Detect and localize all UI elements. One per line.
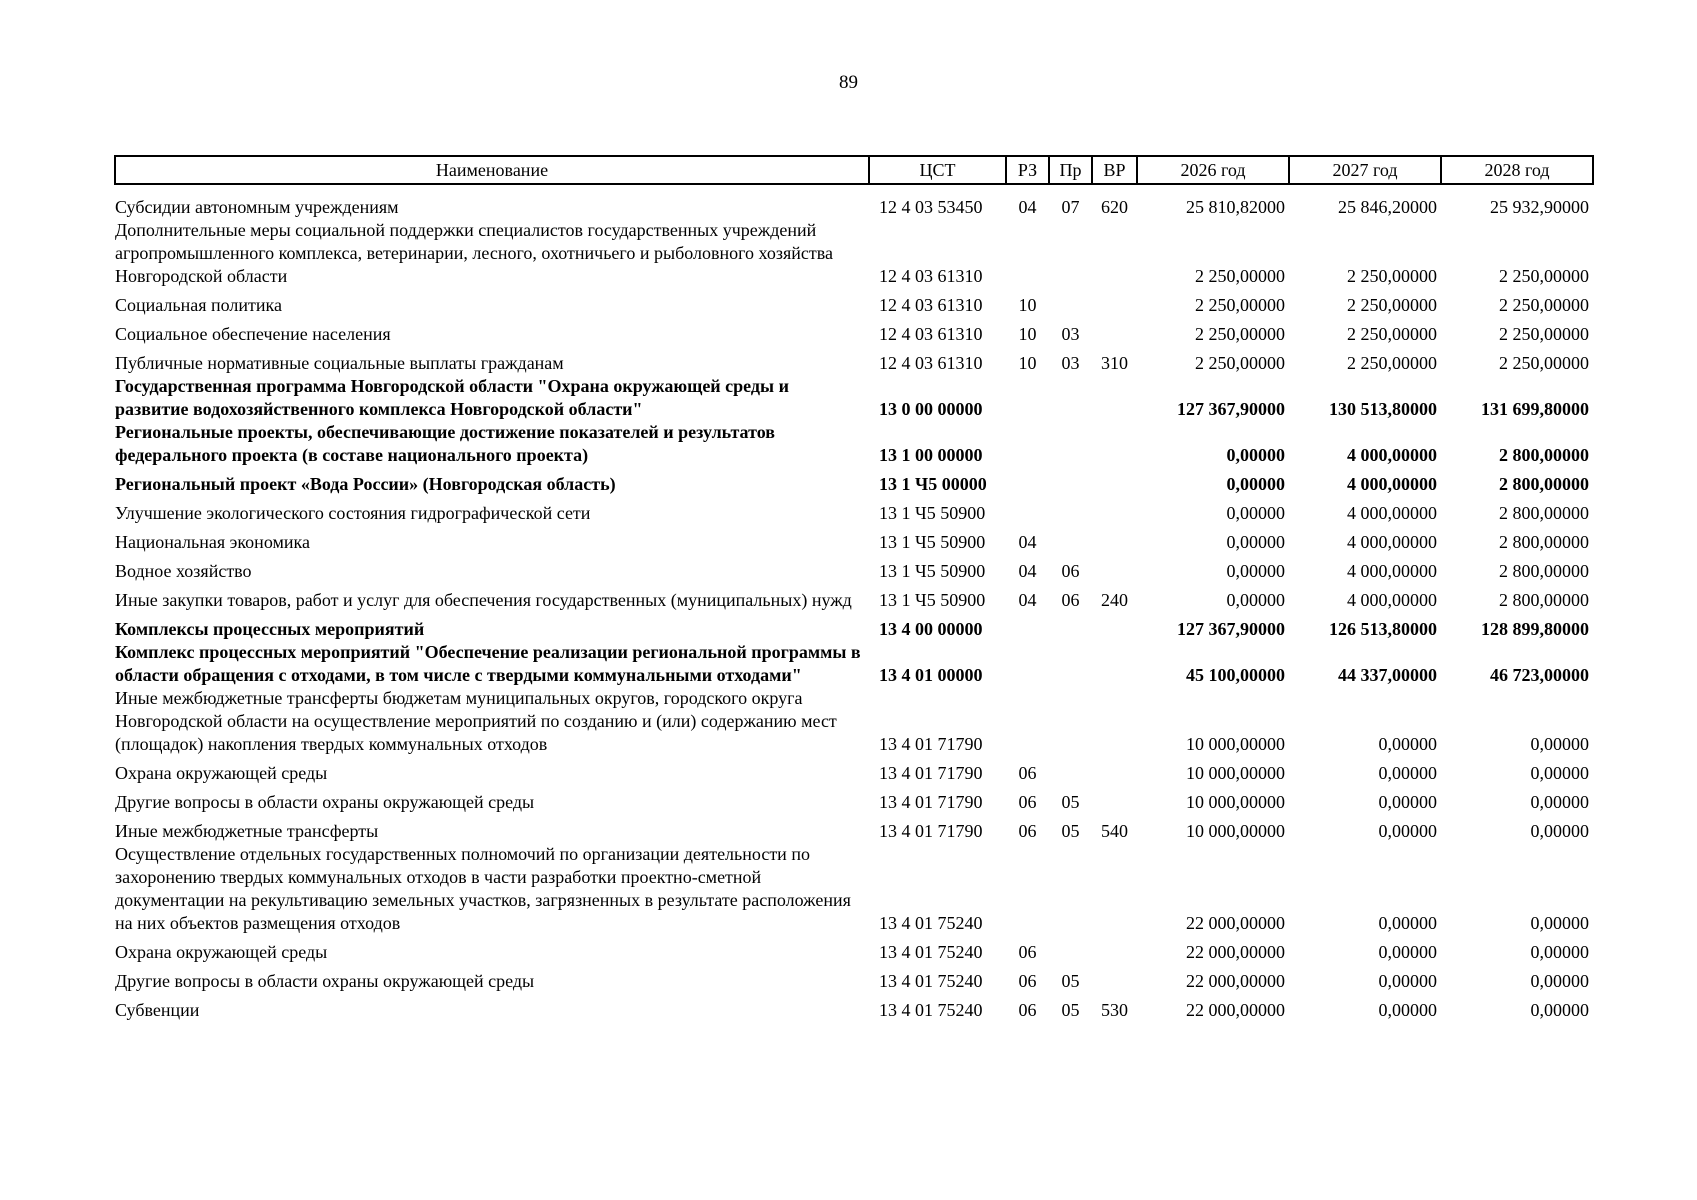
row-pr: 03 [1061,353,1080,373]
row-rz: 06 [1018,1000,1037,1020]
row-rz: 06 [1018,763,1037,783]
row-name: Субвенции [115,1000,200,1020]
row-2027: 2 250,00000 [1347,295,1437,315]
row-cst: 13 4 00 00000 [879,619,983,639]
row-rz: 06 [1018,792,1037,812]
row-vr [1092,641,1137,687]
row-2026: 0,00000 [1226,561,1285,581]
row-pr [1049,219,1092,288]
row-rz [1006,843,1049,935]
row-name: Комплекс процессных мероприятий "Обеспечение реализации региональной программы в области обращения с отходами, в том числе с твердыми коммунальными отходами" [115,642,861,685]
row-vr [1092,467,1137,496]
col-rz-header: РЗ [1006,156,1049,184]
row-vr [1092,785,1137,814]
row-rz: 10 [1018,353,1037,373]
table-row [115,935,1593,964]
row-2027: 4 000,00000 [1347,445,1437,465]
table-row [115,317,1593,346]
table-row [115,496,1593,525]
row-2028: 0,00000 [1530,734,1589,754]
row-vr [1092,525,1137,554]
row-cst: 13 4 01 71790 [879,821,983,841]
row-2028: 2 800,00000 [1499,590,1589,610]
row-pr [1049,375,1092,421]
row-2026: 0,00000 [1226,590,1285,610]
row-name: Иные закупки товаров, работ и услуг для обеспечения государственных (муниципальных) нужд [115,590,852,610]
row-2027: 4 000,00000 [1347,503,1437,523]
row-2027: 130 513,80000 [1329,399,1437,419]
row-2026: 10 000,00000 [1186,792,1285,812]
row-rz: 04 [1018,590,1037,610]
table-row [115,525,1593,554]
row-name: Улучшение экологического состояния гидрографической сети [115,503,591,523]
row-2026: 127 367,90000 [1177,399,1285,419]
row-2026: 22 000,00000 [1186,1000,1285,1020]
table-row [115,687,1593,756]
row-cst: 13 1 Ч5 50900 [879,532,986,552]
table-row [115,583,1593,612]
row-2028: 46 723,00000 [1490,665,1589,685]
row-pr: 06 [1061,590,1080,610]
table-header [115,156,1593,184]
row-2026: 2 250,00000 [1195,295,1285,315]
row-2027: 25 846,20000 [1338,197,1437,217]
row-rz: 10 [1018,295,1037,315]
row-2028: 2 800,00000 [1499,532,1589,552]
row-name: Осуществление отдельных государственных полномочий по организации деятельности по захоронению твердых коммунальных отходов в части разработки проектно-сметной документации на рекультивацию земельных участков, загрязненных в результате расположения на них объектов размещения отходов [115,844,851,933]
table-row [115,785,1593,814]
row-2026: 2 250,00000 [1195,266,1285,286]
row-2028: 0,00000 [1530,821,1589,841]
page-number: 89 [839,72,858,93]
row-cst: 13 1 Ч5 50900 [879,503,986,523]
row-2028: 2 250,00000 [1499,353,1589,373]
row-cst: 12 4 03 61310 [879,295,983,315]
row-2028: 131 699,80000 [1481,399,1589,419]
table-row [115,219,1593,288]
row-rz [1006,467,1049,496]
col-pr-header: Пр [1049,156,1092,184]
row-vr: 620 [1101,197,1128,217]
table-row [115,814,1593,843]
row-2028: 2 800,00000 [1499,445,1589,465]
row-rz [1006,641,1049,687]
row-name: Субсидии автономным учреждениям [115,197,399,217]
row-cst: 13 4 01 75240 [879,971,983,991]
row-2026: 45 100,00000 [1186,665,1285,685]
row-cst: 12 4 03 53450 [879,197,983,217]
row-pr [1049,756,1092,785]
row-pr: 05 [1061,1000,1080,1020]
row-pr: 06 [1061,561,1080,581]
row-cst: 13 4 01 00000 [879,665,983,685]
row-name: Охрана окружающей среды [115,942,328,962]
row-2026: 10 000,00000 [1186,734,1285,754]
row-vr [1092,219,1137,288]
row-2028: 2 800,00000 [1499,503,1589,523]
row-2028: 128 899,80000 [1481,619,1589,639]
row-vr: 240 [1101,590,1128,610]
row-2026: 22 000,00000 [1186,942,1285,962]
row-vr [1092,421,1137,467]
row-vr [1092,554,1137,583]
row-2027: 2 250,00000 [1347,324,1437,344]
row-name: Комплексы процессных мероприятий [115,619,425,639]
row-pr: 03 [1061,324,1080,344]
row-2028: 2 800,00000 [1499,474,1589,494]
row-2027: 4 000,00000 [1347,474,1437,494]
row-2026: 10 000,00000 [1186,763,1285,783]
row-name: Другие вопросы в области охраны окружающей среды [115,792,535,812]
table-row [115,993,1593,1022]
row-rz [1006,612,1049,641]
table-row [115,346,1593,375]
table-row [115,964,1593,993]
row-rz: 04 [1018,197,1037,217]
table-row [115,843,1593,935]
row-2028: 2 250,00000 [1499,295,1589,315]
row-cst: 13 1 Ч5 50900 [879,561,986,581]
row-pr [1049,288,1092,317]
row-2027: 44 337,00000 [1338,665,1437,685]
col-name-header: Наименование [115,156,869,184]
row-2028: 0,00000 [1530,792,1589,812]
row-2028: 25 932,90000 [1490,197,1589,217]
row-name: Национальная экономика [115,532,310,552]
row-cst: 12 4 03 61310 [879,324,983,344]
row-2028: 2 800,00000 [1499,561,1589,581]
row-name: Региональный проект «Вода России» (Новгородская область) [115,474,616,494]
row-2028: 0,00000 [1530,942,1589,962]
row-rz: 04 [1018,561,1037,581]
row-rz [1006,687,1049,756]
budget-table [114,155,1594,1022]
row-vr [1092,375,1137,421]
col-2028-header: 2028 год [1441,156,1593,184]
row-cst: 13 4 01 71790 [879,763,983,783]
row-pr [1049,525,1092,554]
row-2027: 4 000,00000 [1347,590,1437,610]
table-body [115,184,1593,1022]
row-2027: 0,00000 [1378,734,1437,754]
row-pr: 07 [1061,197,1080,217]
row-rz: 10 [1018,324,1037,344]
row-2026: 0,00000 [1226,532,1285,552]
row-rz [1006,421,1049,467]
row-2028: 2 250,00000 [1499,324,1589,344]
row-pr [1049,687,1092,756]
row-2028: 0,00000 [1530,1000,1589,1020]
row-cst: 13 4 01 71790 [879,792,983,812]
row-2026: 127 367,90000 [1177,619,1285,639]
col-cst-header: ЦСТ [869,156,1006,184]
row-cst: 13 1 00 00000 [879,445,983,465]
row-2027: 0,00000 [1378,763,1437,783]
row-vr: 530 [1101,1000,1128,1020]
row-2026: 0,00000 [1226,474,1285,494]
row-name: Иные межбюджетные трансферты [115,821,379,841]
table-row [115,467,1593,496]
row-vr: 540 [1101,821,1128,841]
row-name: Социальная политика [115,295,282,315]
row-name: Иные межбюджетные трансферты бюджетам муниципальных округов, городского округа Новгородской области на осуществление мероприятий по созданию и (или) содержанию мест (площадок) накопления твердых коммунальных отходов [115,688,837,754]
row-name: Дополнительные меры социальной поддержки специалистов государственных учреждений агропромышленного комплекса, ветеринарии, лесного, охотничьего и рыболовного хозяйства Новгородской области [115,220,833,286]
row-2027: 4 000,00000 [1347,561,1437,581]
row-name: Публичные нормативные социальные выплаты гражданам [115,353,564,373]
row-pr [1049,496,1092,525]
table-row [115,288,1593,317]
row-cst: 13 4 01 75240 [879,1000,983,1020]
row-2027: 0,00000 [1378,971,1437,991]
row-2026: 0,00000 [1226,503,1285,523]
row-pr: 05 [1061,792,1080,812]
row-cst: 13 1 Ч5 50900 [879,590,986,610]
row-rz [1006,219,1049,288]
table-row [115,554,1593,583]
row-2027: 126 513,80000 [1329,619,1437,639]
row-vr [1092,288,1137,317]
row-vr: 310 [1101,353,1128,373]
row-2027: 0,00000 [1378,792,1437,812]
row-vr [1092,756,1137,785]
row-2027: 2 250,00000 [1347,353,1437,373]
table-row [115,612,1593,641]
row-vr [1092,612,1137,641]
table-row [115,375,1593,421]
row-rz: 06 [1018,971,1037,991]
row-pr [1049,421,1092,467]
row-vr [1092,843,1137,935]
row-cst: 13 4 01 71790 [879,734,983,754]
row-2028: 0,00000 [1530,971,1589,991]
row-2026: 2 250,00000 [1195,353,1285,373]
row-name: Водное хозяйство [115,561,252,581]
table-row [115,421,1593,467]
row-2027: 2 250,00000 [1347,266,1437,286]
table-row [115,756,1593,785]
row-vr [1092,935,1137,964]
row-2026: 22 000,00000 [1186,913,1285,933]
row-cst: 12 4 03 61310 [879,266,983,286]
row-2026: 0,00000 [1226,445,1285,465]
row-pr [1049,612,1092,641]
row-2027: 0,00000 [1378,1000,1437,1020]
table-row [115,184,1593,219]
col-vr-header: ВР [1092,156,1137,184]
row-rz: 04 [1018,532,1037,552]
row-pr [1049,843,1092,935]
row-name: Социальное обеспечение населения [115,324,391,344]
table-row [115,641,1593,687]
row-cst: 13 1 Ч5 00000 [879,474,987,494]
row-2028: 0,00000 [1530,913,1589,933]
row-rz: 06 [1018,821,1037,841]
row-2027: 4 000,00000 [1347,532,1437,552]
row-2026: 10 000,00000 [1186,821,1285,841]
row-cst: 13 4 01 75240 [879,942,983,962]
row-2026: 22 000,00000 [1186,971,1285,991]
row-2027: 0,00000 [1378,821,1437,841]
row-vr [1092,687,1137,756]
row-cst: 13 0 00 00000 [879,399,983,419]
row-name: Охрана окружающей среды [115,763,328,783]
row-pr [1049,467,1092,496]
row-rz [1006,375,1049,421]
row-pr: 05 [1061,971,1080,991]
row-vr [1092,317,1137,346]
row-vr [1092,496,1137,525]
row-pr [1049,935,1092,964]
row-pr [1049,641,1092,687]
row-rz [1006,496,1049,525]
row-2028: 2 250,00000 [1499,266,1589,286]
row-cst: 12 4 03 61310 [879,353,983,373]
row-2027: 0,00000 [1378,942,1437,962]
row-2028: 0,00000 [1530,763,1589,783]
row-rz: 06 [1018,942,1037,962]
col-2027-header: 2027 год [1289,156,1441,184]
row-name: Другие вопросы в области охраны окружающей среды [115,971,535,991]
row-2027: 0,00000 [1378,913,1437,933]
row-name: Региональные проекты, обеспечивающие достижение показателей и результатов федерального проекта (в составе национального проекта) [115,422,775,465]
row-pr: 05 [1061,821,1080,841]
row-vr [1092,964,1137,993]
row-2026: 2 250,00000 [1195,324,1285,344]
row-name: Государственная программа Новгородской области "Охрана окружающей среды и развитие водохозяйственного комплекса Новгородской области" [115,376,789,419]
col-2026-header: 2026 год [1137,156,1289,184]
row-2026: 25 810,82000 [1186,197,1285,217]
row-cst: 13 4 01 75240 [879,913,983,933]
